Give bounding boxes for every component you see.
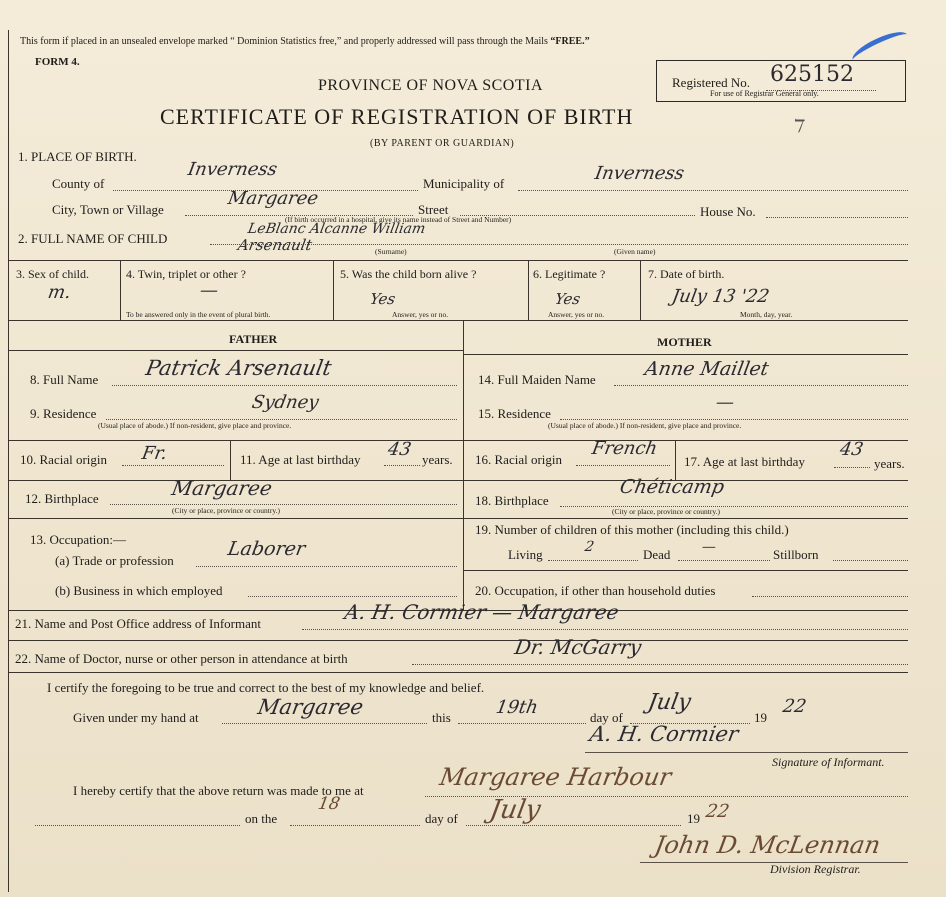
child-name-label: 2. FULL NAME OF CHILD (18, 231, 168, 246)
sex-value: m. (46, 282, 73, 303)
return-month: July (487, 795, 543, 825)
doctor-value: Dr. McGarry (512, 635, 644, 659)
given-name-note: (Given name) (614, 247, 656, 256)
dead-label: Dead (643, 547, 671, 562)
born-alive-label: 5. Was the child born alive ? (340, 267, 477, 281)
living-label: Living (508, 547, 543, 562)
mother-name-label: 14. Full Maiden Name (478, 372, 596, 387)
given-day: 19th (494, 697, 540, 718)
stillborn-label: Stillborn (773, 547, 819, 562)
given-year: 22 (781, 696, 808, 717)
father-trade-value: Laborer (226, 538, 307, 560)
father-birthplace-value: Margaree (169, 476, 275, 500)
day-of-label: day of (590, 710, 623, 725)
date-of-birth-label: 7. Date of birth. (648, 267, 725, 281)
given-place: Margaree (255, 695, 366, 719)
registered-number: 625152 (770, 62, 854, 87)
father-business-label: (b) Business in which employed (55, 583, 223, 598)
street-label: Street (418, 202, 449, 217)
mother-name-value: Anne Maillet (643, 358, 771, 380)
city-value: Margaree (226, 188, 320, 209)
mother-birthplace-note: (City or place, province or country.) (612, 507, 721, 516)
born-alive-value: Yes (368, 290, 397, 308)
twin-note: To be answered only in the event of plural birth. (126, 310, 271, 319)
mother-racial-value: French (590, 438, 659, 459)
certify-text: I certify the foregoing to be true and correct to the best of my knowledge and belief. (47, 680, 485, 695)
father-age-value: 43 (386, 439, 413, 460)
postal-notice-free: “FREE.” (550, 36, 590, 47)
informant-signature-caption: Signature of Informant. (772, 755, 885, 769)
return-day: 18 (316, 794, 342, 814)
county-label: County of (52, 176, 105, 191)
date-of-birth-value: July 13 '22 (670, 286, 771, 307)
father-name-label: 8. Full Name (30, 372, 99, 387)
legitimate-note: Answer, yes or no. (548, 310, 605, 319)
return-year-prefix: 19 (687, 811, 700, 826)
mother-residence-note: (Usual place of abode.) If non-resident, give place and province. (548, 421, 742, 430)
registrar-use-note: For use of Registrar General only. (710, 89, 819, 98)
twin-value: — (198, 280, 220, 301)
mother-occupation-label: 20. Occupation, if other than household duties (475, 583, 716, 598)
father-residence-note: (Usual place of abode.) If non-resident, give place and province. (98, 421, 292, 430)
stamp-mark: ℸ (788, 116, 804, 137)
informant-signature: A. H. Cormier (587, 722, 741, 746)
father-residence-value: Sydney (250, 392, 321, 413)
postal-notice-text: This form if placed in an unsealed envelope marked “ Dominion Statistics free,” and properly addressed will pass through the Mails (20, 36, 548, 47)
father-name-value: Patrick Arsenault (143, 356, 334, 380)
mother-racial-label: 16. Racial origin (475, 452, 563, 467)
mother-age-value: 43 (838, 439, 865, 460)
return-day-of-label: day of (425, 811, 458, 826)
mother-residence-label: 15. Residence (478, 406, 551, 421)
child-given-name: LeBlanc Alcanne William (246, 221, 427, 237)
father-birthplace-note: (City or place, province or country.) (172, 506, 281, 515)
born-alive-note: Answer, yes or no. (392, 310, 449, 319)
certificate-title: CERTIFICATE OF REGISTRATION OF BIRTH (160, 104, 634, 129)
doctor-label: 22. Name of Doctor, nurse or other person in attendance at birth (15, 651, 348, 666)
registered-label: Registered No. (672, 75, 750, 90)
return-place: Margaree Harbour (437, 763, 674, 791)
city-label: City, Town or Village (52, 202, 164, 217)
mother-header: MOTHER (657, 335, 712, 349)
given-month: July (645, 690, 693, 715)
county-value: Inverness (186, 159, 279, 180)
mother-residence-value: — (714, 392, 736, 413)
father-birthplace-label: 12. Birthplace (25, 491, 99, 506)
father-trade-label: (a) Trade or profession (55, 553, 174, 568)
return-year: 22 (704, 801, 731, 822)
place-of-birth-label: 1. PLACE OF BIRTH. (18, 149, 137, 164)
municipality-value: Inverness (593, 163, 686, 184)
dead-value: — (700, 539, 718, 555)
registrar-caption: Division Registrar. (770, 862, 861, 876)
on-the-label: on the (245, 811, 278, 826)
father-racial-value: Fr. (140, 443, 169, 464)
father-occupation-label: 13. Occupation:— (30, 532, 127, 547)
child-surname: Arsenault (236, 236, 314, 254)
legitimate-value: Yes (553, 290, 582, 308)
informant-value: A. H. Cormier — Margaree (342, 600, 621, 624)
registrar-signature: John D. McLennan (652, 831, 883, 859)
mother-birthplace-label: 18. Birthplace (475, 493, 549, 508)
legitimate-label: 6. Legitimate ? (533, 267, 606, 281)
father-header: FATHER (229, 332, 278, 346)
hospital-note: (If birth occurred in a hospital, give its name instead of Street and Number) (285, 215, 512, 224)
living-value: 2 (583, 539, 596, 555)
municipality-label: Municipality of (423, 176, 505, 191)
mother-children-label: 19. Number of children of this mother (including this child.) (475, 522, 789, 537)
informant-label: 21. Name and Post Office address of Informant (15, 616, 261, 631)
father-age-label: 11. Age at last birthday (240, 452, 361, 467)
year-prefix: 19 (754, 710, 767, 725)
surname-note: (Surname) (375, 247, 407, 256)
given-under-label: Given under my hand at (73, 710, 199, 725)
father-residence-label: 9. Residence (30, 406, 97, 421)
date-of-birth-note: Month, day, year. (740, 310, 793, 319)
house-label: House No. (700, 204, 756, 219)
father-years: years. (422, 452, 453, 467)
this-label: this (432, 710, 451, 725)
mother-years: years. (874, 456, 905, 471)
postal-notice (20, 37, 590, 47)
mother-birthplace-value: Chéticamp (618, 476, 726, 498)
twin-label: 4. Twin, triplet or other ? (126, 267, 246, 281)
certificate-subtitle: (BY PARENT OR GUARDIAN) (370, 138, 515, 149)
return-text: I hereby certify that the above return was made to me at (73, 783, 364, 798)
father-racial-label: 10. Racial origin (20, 452, 108, 467)
province-title: PROVINCE OF NOVA SCOTIA (318, 77, 544, 94)
mother-age-label: 17. Age at last birthday (684, 454, 805, 469)
form-number: FORM 4. (35, 56, 80, 68)
sex-label: 3. Sex of child. (16, 267, 89, 281)
